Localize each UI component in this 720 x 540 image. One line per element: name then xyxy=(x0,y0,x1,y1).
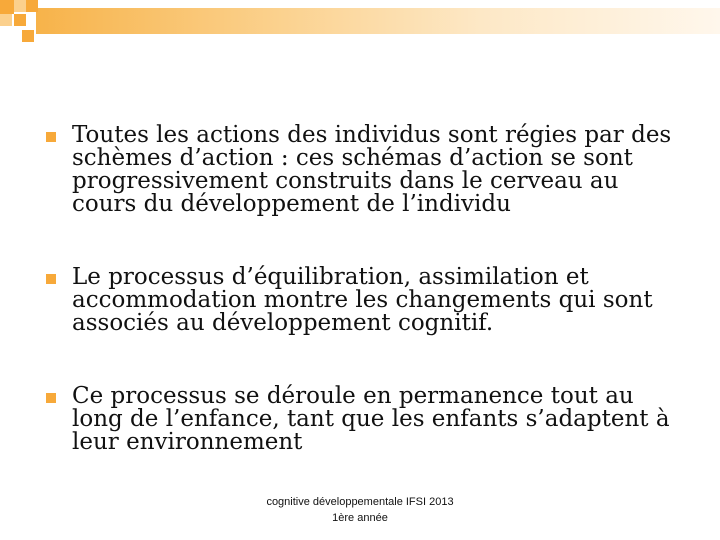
bullet-text: Le processus d’équilibration, assimilation et accommodation montre les changements qui sont associés au développement cognitif. xyxy=(72,264,653,336)
bullet-item xyxy=(46,124,686,216)
footer-line-1: cognitive développementale IFSI 2013 xyxy=(266,496,454,508)
slide-footer xyxy=(240,494,480,526)
bullet-list xyxy=(46,124,686,504)
corner-square-decoration xyxy=(26,0,38,12)
bullet-square-icon xyxy=(46,132,56,142)
corner-square-decoration xyxy=(14,14,26,26)
corner-square-decoration xyxy=(0,0,14,14)
bullet-item xyxy=(46,385,686,454)
bullet-text: Toutes les actions des individus sont régies par des schèmes d’action : ces schémas d’action se sont progressivement construits dans le cerveau au cours du développement de l’individu xyxy=(72,122,672,217)
bullet-square-icon xyxy=(46,274,56,284)
corner-square-decoration xyxy=(0,14,12,26)
footer-line-2: 1ère année xyxy=(332,512,388,524)
corner-square-decoration xyxy=(14,0,26,12)
bullet-text: Ce processus se déroule en permanence tout au long de l’enfance, tant que les enfants s’adaptent à leur environnement xyxy=(72,383,670,455)
header-gradient-band xyxy=(36,8,720,34)
bullet-square-icon xyxy=(46,393,56,403)
corner-square-decoration xyxy=(22,30,34,42)
bullet-item xyxy=(46,266,686,335)
